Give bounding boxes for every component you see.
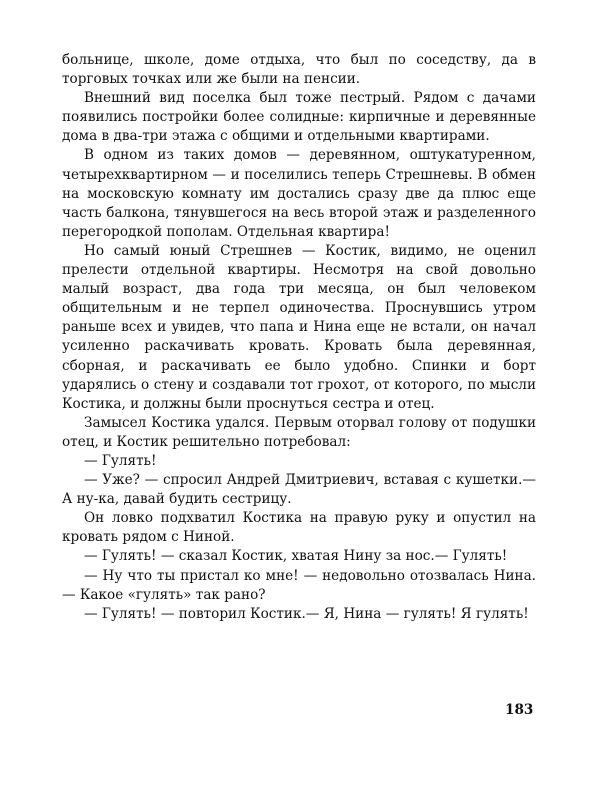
paragraph-2: Внешний вид поселка был тоже пестрый. Рядом с дачами появились постройки более солидные: кирпичные и деревянные дома в два-три этажа с общими и отдельными квартирами.: [62, 90, 536, 145]
paragraph-6: — Гулять!: [84, 452, 157, 469]
page-number: 183: [505, 702, 534, 718]
page-text: [62, 51, 536, 624]
paragraph-5: Замысел Костика удался. Первым оторвал голову от подушки отец, и Костик решительно потребовал:: [62, 414, 536, 450]
paragraph-4: Но самый юный Стрешнев — Костик, видимо, не оценил прелести отдельной квартиры. Несмотря на свой довольно малый возраст, два года три месяца, он был человеком общительным и не терпел одиночества. Проснувшись утром раньше всех и увидев, что папа и Нина еще не встали, он начал усиленно раскачивать кровать. Кровать была деревянная, сборная, и раскачивать ее было удобно. Спинки и борт ударялись о стену и создавали тот грохот, от которого, по мысли Костика, и должны были проснуться сестра и отец.: [62, 242, 536, 412]
paragraph-7: — Уже? — спросил Андрей Дмитриевич, вставая с кушетки.— А ну-ка, давай будить сестрицу.: [62, 472, 536, 508]
paragraph-9: — Гулять! — сказал Костик, хватая Нину за нос.— Гулять!: [84, 548, 508, 565]
paragraph-11: — Гулять! — повторил Костик.— Я, Нина — гулять! Я гулять!: [84, 605, 529, 622]
paragraph-1: больнице, школе, доме отдыха, что был по соседству, да в торговых точках или же были на пенсии.: [62, 52, 536, 88]
paragraph-3: В одном из таких домов — деревянном, оштукатуренном, четырехквартирном — и поселились теперь Стрешневы. В обмен на московскую комнату им достались сразу две да плюс еще часть балкона, тянувшегося на весь второй этаж и разделенного перегородкой пополам. Отдельная квартира!: [62, 147, 536, 240]
paragraph-8: Он ловко подхватил Костика на правую руку и опустил на кровать рядом с Ниной.: [62, 510, 536, 546]
paragraph-10: — Ну что ты пристал ко мне! — недовольно отозвалась Нина.— Какое «гулять» так рано?: [62, 567, 536, 603]
